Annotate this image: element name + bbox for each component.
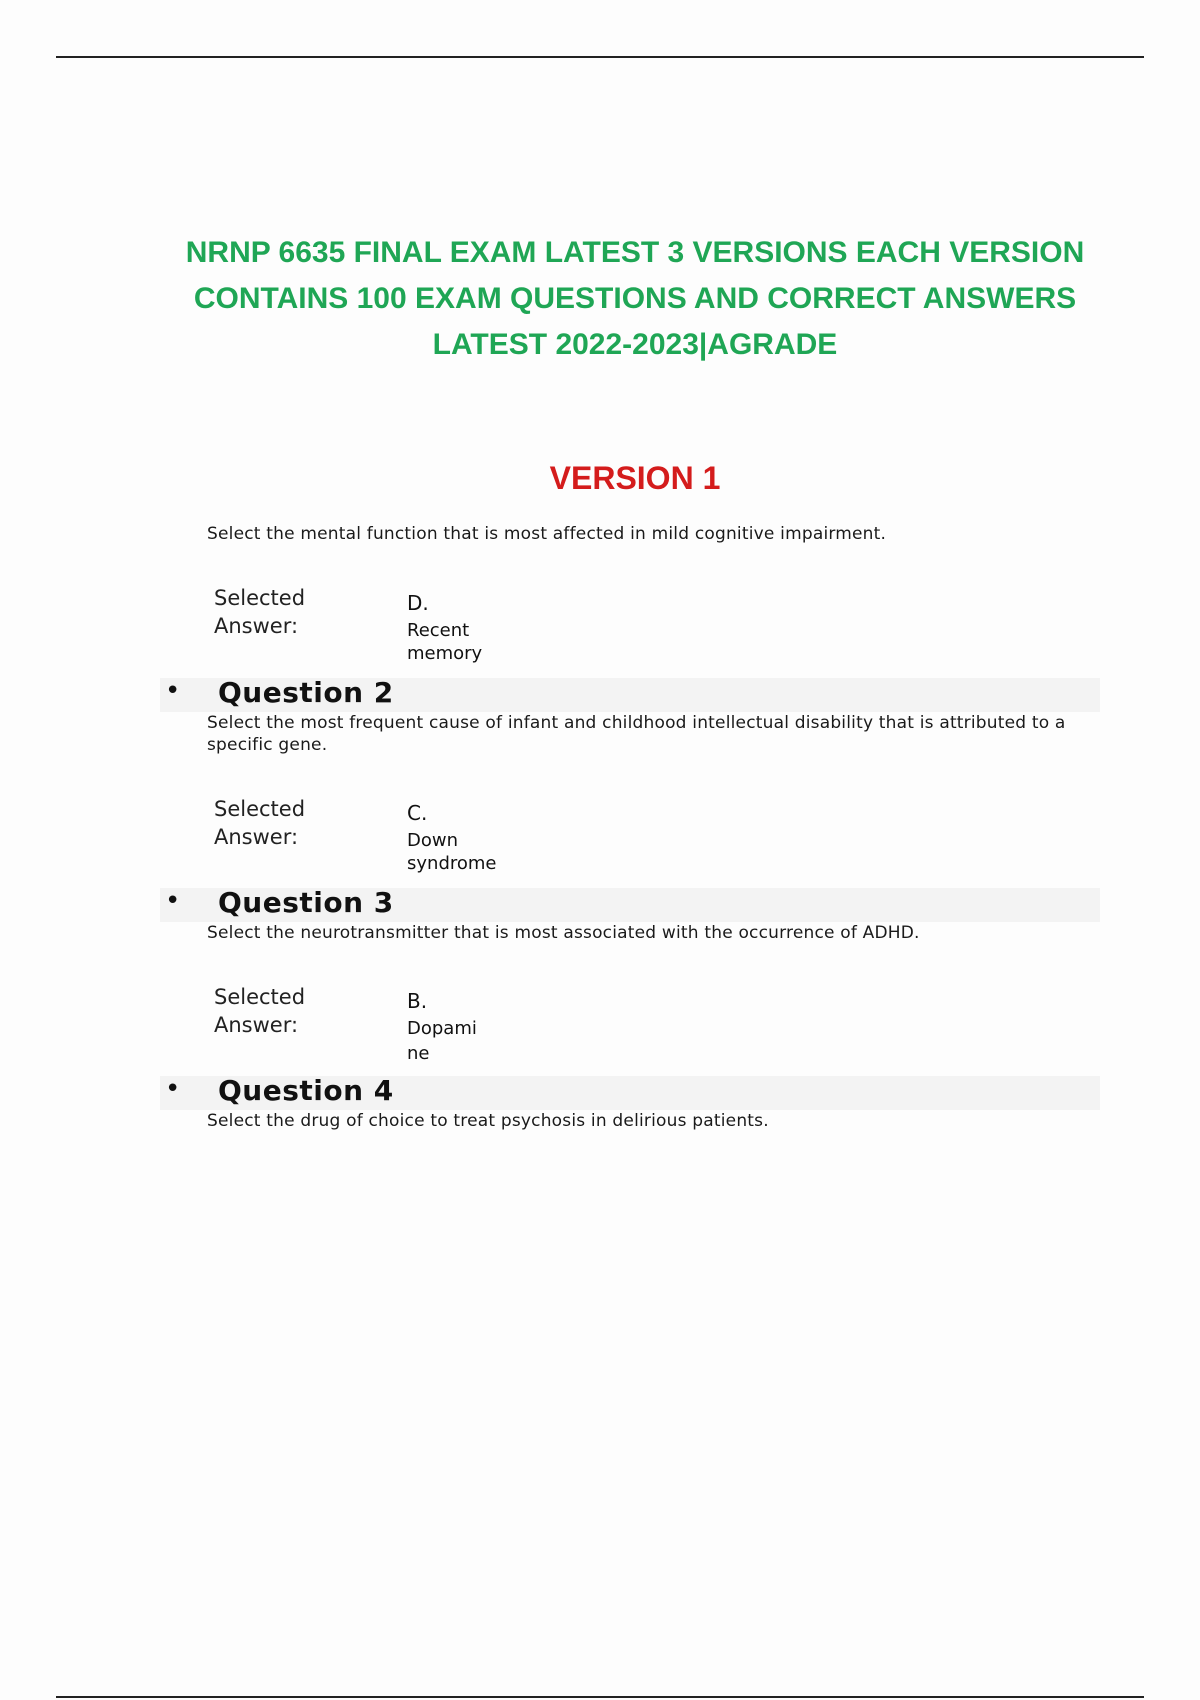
question-2-heading: Question 2 — [218, 676, 394, 709]
question-2-answer-text: Down syndrome — [407, 830, 497, 874]
question-4-text: Select the drug of choice to treat psychosis in delirious patients. — [207, 1111, 769, 1131]
question-1-answer-label-1: Selected — [214, 586, 306, 610]
document-title — [150, 230, 1120, 368]
question-2-header — [160, 678, 1100, 712]
question-4-heading: Question 4 — [218, 1074, 394, 1107]
question-1-answer-text: Recent memory — [407, 620, 483, 664]
question-2-answer-label-1: Selected — [214, 797, 306, 821]
question-2-text: Select the most frequent cause of infant and childhood intellectual disability that is attributed to a specific gene. — [207, 713, 1066, 755]
question-3-text: Select the neurotransmitter that is most associated with the occurrence of ADHD. — [207, 923, 920, 943]
question-4-header — [160, 1076, 1100, 1110]
title-line-2: CONTAINS 100 EXAM QUESTIONS AND CORRECT ANSWERS — [193, 282, 1077, 315]
question-3-answer-label-1: Selected — [214, 985, 306, 1009]
bullet-icon: • — [165, 676, 181, 706]
question-1-text: Select the mental function that is most affected in mild cognitive impairment. — [207, 524, 887, 544]
question-3-answer-text-line-1: Dopami — [407, 1018, 477, 1039]
title-line-3: LATEST 2022-2023|AGRADE — [432, 328, 838, 361]
version-heading: VERSION 1 — [549, 460, 721, 496]
question-2-answer-letter: C. — [407, 801, 428, 825]
title-line-1: NRNP 6635 FINAL EXAM LATEST 3 VERSIONS EACH VERSION — [185, 236, 1085, 269]
question-3-header — [160, 888, 1100, 922]
question-3-answer-label-2: Answer: — [214, 1013, 299, 1037]
top-rule — [56, 56, 1144, 58]
question-1-answer-letter: D. — [407, 591, 429, 615]
question-1-answer-label-2: Answer: — [214, 614, 299, 638]
question-3-heading: Question 3 — [218, 886, 394, 919]
bottom-rule — [56, 1696, 1144, 1698]
bullet-icon: • — [165, 886, 181, 916]
question-3-answer-text-line-2: ne — [407, 1043, 430, 1064]
bullet-icon: • — [165, 1074, 181, 1104]
question-2-answer-label-2: Answer: — [214, 825, 299, 849]
question-3-answer-letter: B. — [407, 989, 428, 1013]
